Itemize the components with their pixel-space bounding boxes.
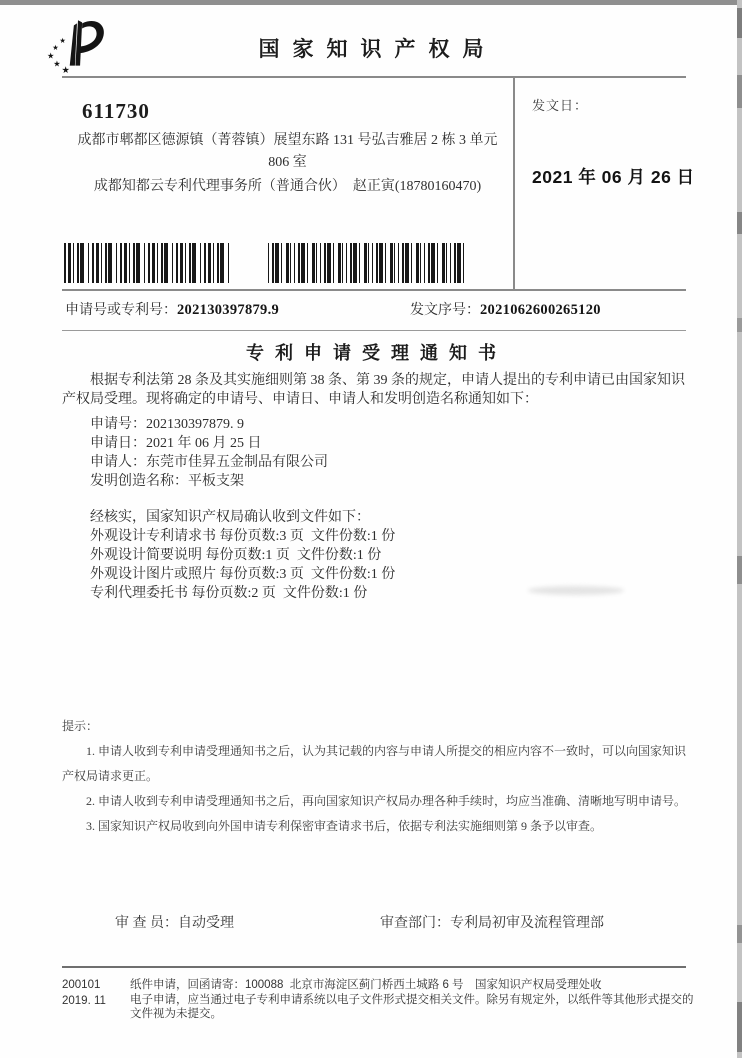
svg-text:★: ★: [53, 58, 61, 69]
footer-notes: [130, 978, 694, 1022]
field-value: 东莞市佳昇五金制品有限公司: [146, 455, 328, 470]
examiner-value: 自动受理: [178, 916, 234, 931]
field-value: 2021 年 06 月 25 日: [146, 436, 262, 451]
notice-intro: 根据专利法第 28 条及其实施细则第 38 条、第 39 条的规定，申请人提出的专利申请已由国家知识产权局受理。现将确定的申请号、申请日、申请人和发明创造名称通知如下：: [62, 373, 685, 407]
barcode-left: [64, 243, 231, 283]
department-value: 专利局初审及流程管理部: [450, 916, 604, 931]
scan-smudge: [528, 586, 624, 595]
svg-text:★: ★: [52, 43, 59, 53]
agency-line: 成都知都云专利代理事务所（普通合伙） 赵正寅(18780160470): [93, 179, 482, 194]
field-label: 申请人：: [90, 455, 146, 470]
barcode-divider: [62, 289, 686, 291]
tip-item: 1. 申请人收到专利申请受理通知书之后，认为其记载的内容与申请人所提交的相应内容不一致时，可以向国家知识产权局请求更正。: [62, 744, 687, 783]
svg-text:★: ★: [47, 50, 55, 61]
signoff-row: [62, 912, 688, 934]
postal-code: 611730: [82, 99, 150, 123]
field-application-date: [90, 434, 688, 453]
received-document-item: 外观设计图片或照片 每份页数:3 页 文件份数:1 份: [90, 567, 396, 582]
application-number-label: 申请号或专利号：: [65, 303, 177, 318]
form-revision-date: 2019. 11: [62, 994, 106, 1007]
field-value: 202130397879. 9: [146, 417, 244, 432]
dispatch-number-group: [410, 299, 601, 319]
footer-note-electronic: 电子申请，应当通过电子专利申请系统以电子文件形式提交相关文件。除另有规定外，以纸件等其他形式提交的文件视为未提交。: [130, 993, 694, 1020]
received-document-item: 外观设计简要说明 每份页数:1 页 文件份数:1 份: [90, 548, 382, 563]
dispatch-date-value: 2021 年 06 月 26 日: [532, 167, 695, 187]
field-invention-name: [90, 472, 688, 491]
tip-item: 3. 国家知识产权局收到向外国申请专利保密审查请求书后，依据专利法实施细则第 9 条予以审查。: [86, 819, 603, 833]
scan-edge-top: [0, 0, 742, 5]
recipient-address-line2: 806 室: [268, 155, 307, 170]
notice-title: 专利申请受理通知书: [246, 343, 507, 363]
field-label: 申请号：: [90, 417, 146, 432]
field-applicant: [90, 453, 688, 472]
received-document-item: 外观设计专利请求书 每份页数:3 页 文件份数:1 份: [90, 529, 396, 544]
examiner-group: [115, 912, 234, 932]
examiner-label: 审 查 员：: [115, 916, 178, 931]
scan-edge-right: [737, 0, 742, 1058]
tip-item: 2. 申请人收到专利申请受理通知书之后，再向国家知识产权局办理各种手续时，均应当准确、清晰地写明申请号。: [86, 794, 687, 808]
field-application-number: [90, 415, 688, 434]
dispatch-number-value: 2021062600265120: [480, 302, 601, 318]
recipient-block: [62, 98, 513, 196]
footer-note-paper: 纸件申请，回函请寄：100088 北京市海淀区蓟门桥西土城路 6 号 国家知识产权局受理处收: [130, 979, 602, 991]
numbers-row-divider: [62, 330, 686, 331]
department-group: [380, 912, 604, 932]
dispatch-date-label: 发文日：: [532, 98, 589, 113]
field-label: 申请日：: [90, 436, 146, 451]
footer-divider: [62, 966, 686, 968]
notice-body: [62, 371, 688, 603]
org-title: 国家知识产权局: [258, 37, 497, 61]
application-fields: [62, 415, 688, 491]
form-code-column: [62, 978, 130, 1022]
barcode-right: [268, 243, 466, 283]
application-number-value: 202130397879.9: [177, 302, 280, 318]
department-label: 审查部门：: [380, 916, 450, 931]
form-footer: [62, 978, 694, 1022]
numbers-row: [62, 299, 688, 327]
tips-section: [62, 714, 694, 839]
svg-text:★: ★: [59, 35, 66, 45]
recipient-address-line1: 成都市郫都区德源镇（菁蓉镇）展望东路 131 号弘吉雅居 2 栋 3 单元: [77, 133, 498, 148]
svg-text:★: ★: [61, 64, 70, 75]
field-label: 发明创造名称：: [90, 474, 188, 489]
dispatch-number-label: 发文序号：: [410, 303, 480, 318]
tips-heading: 提示：: [62, 719, 99, 733]
form-code: 200101: [62, 979, 101, 991]
received-document-item: 专利代理委托书 每份页数:2 页 文件份数:1 份: [90, 586, 368, 601]
received-documents-intro: 经核实，国家知识产权局确认收到文件如下：: [90, 510, 370, 525]
dispatch-date-box: [515, 76, 695, 290]
field-value: 平板支架: [188, 474, 244, 489]
application-number-group: [65, 299, 279, 319]
